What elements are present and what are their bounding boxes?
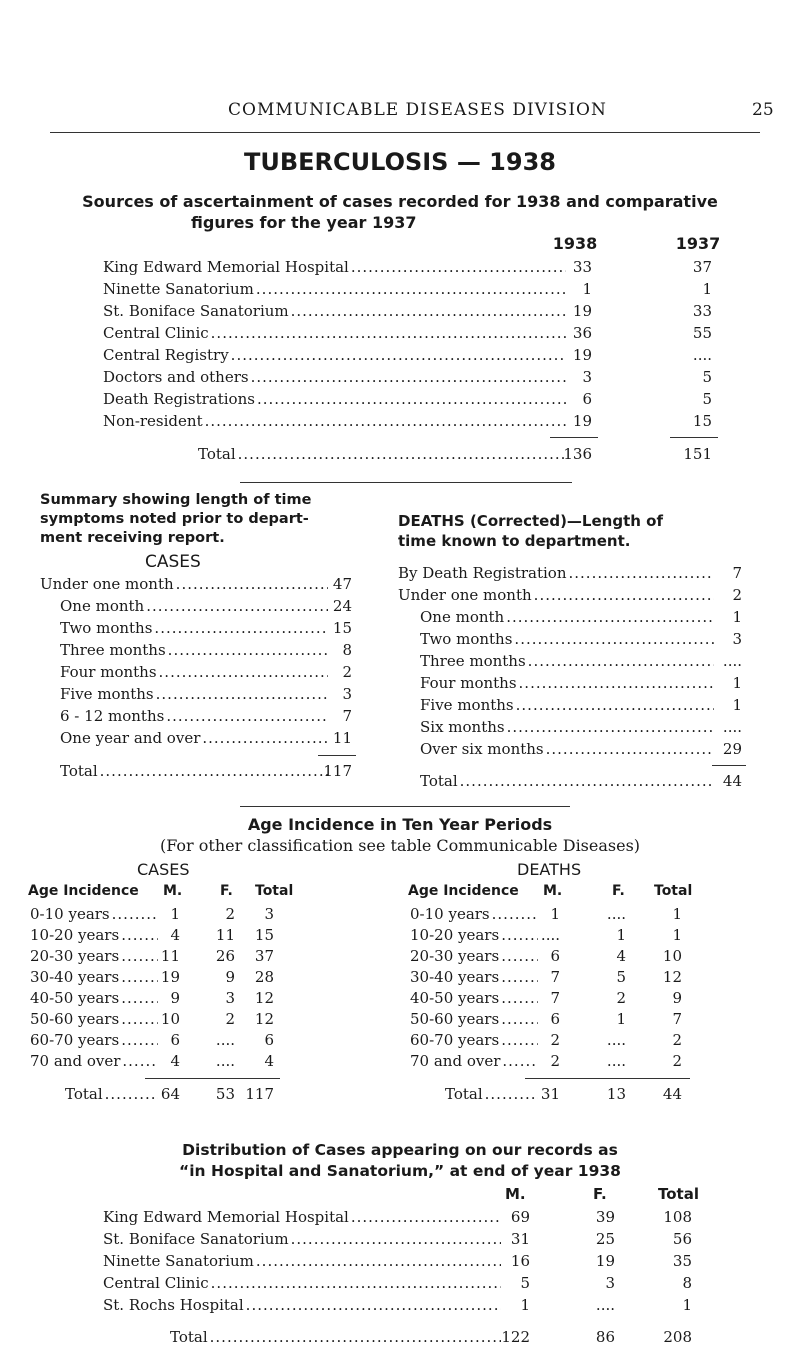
summary-row-label: One month: [60, 597, 145, 615]
summary-row: [60, 619, 330, 637]
deaths-row-m: 1: [550, 905, 560, 923]
deaths-row-t: 2: [672, 1052, 682, 1070]
main-title: TUBERCULOSIS — 1938: [244, 148, 556, 176]
deaths-length-row-value: ....: [722, 718, 742, 736]
cases-row-t: 12: [254, 989, 274, 1007]
cases-row-age: 50-60 years: [30, 1010, 120, 1028]
deaths-row-t: 2: [672, 1031, 682, 1049]
cases-total-label: Total: [65, 1085, 103, 1103]
distribution-col-f: F.: [593, 1185, 607, 1203]
deaths-length-row-label: One month: [420, 608, 505, 626]
summary-row: [60, 597, 330, 615]
summary-row: [60, 685, 330, 703]
deaths-length-heading-line2: time known to department.: [398, 532, 631, 550]
deaths-row: [410, 1010, 540, 1028]
distribution-row-t: 56: [672, 1230, 692, 1248]
cases-row-f: 9: [225, 968, 235, 986]
sources-row: [103, 346, 568, 364]
sources-row-label: King Edward Memorial Hospital: [103, 258, 349, 276]
deaths-row-t: 10: [662, 947, 682, 965]
summary-row-label: One year and over: [60, 729, 201, 747]
sources-row-label: Ninette Sanatorium: [103, 280, 254, 298]
cases-col-age: Age Incidence: [28, 883, 139, 899]
distribution-row-label: Central Clinic: [103, 1274, 209, 1292]
summary-row: [60, 641, 330, 659]
sources-row-1937: 1: [702, 280, 712, 298]
deaths-length-row-label: Three months: [420, 652, 526, 670]
summary-heading-line3: ment receiving report.: [40, 530, 225, 546]
sources-row: [103, 412, 568, 430]
sources-row-1938: 36: [572, 324, 592, 342]
cases-row-age: 0-10 years: [30, 905, 110, 923]
section-divider: [240, 806, 570, 807]
cases-row: [30, 926, 160, 944]
running-head-title: COMMUNICABLE DISEASES DIVISION: [228, 100, 607, 120]
summary-row-value: 2: [342, 663, 352, 681]
distribution-row-label: King Edward Memorial Hospital: [103, 1208, 349, 1226]
section-divider: [240, 482, 572, 483]
cases-total-m: 64: [160, 1085, 180, 1103]
deaths-row-f: 4: [616, 947, 626, 965]
age-cases-label: CASES: [137, 860, 190, 879]
deaths-length-total-label: Total: [420, 772, 458, 790]
summary-subheading: CASES: [145, 552, 201, 572]
summary-total-value: 117: [323, 762, 352, 780]
distribution-row-t: 8: [682, 1274, 692, 1292]
deaths-length-total-value: 44: [722, 772, 742, 790]
deaths-row-m: 2: [550, 1052, 560, 1070]
distribution-row: [103, 1296, 503, 1314]
cases-row: [30, 989, 160, 1007]
deaths-length-row-value: 1: [732, 674, 742, 692]
deaths-length-row-value: 7: [732, 564, 742, 582]
summary-row-value: 8: [342, 641, 352, 659]
deaths-row-age: 30-40 years: [410, 968, 500, 986]
distribution-heading-line2: “in Hospital and Sanatorium,” at end of year 1938: [179, 1162, 621, 1180]
cases-row-t: 37: [254, 947, 274, 965]
deaths-row: [410, 1031, 540, 1049]
summary-heading-line1: Summary showing length of time: [40, 492, 312, 508]
summary-row-value: 11: [332, 729, 352, 747]
deaths-row: [410, 926, 540, 944]
cases-total-t: 117: [245, 1085, 274, 1103]
deaths-row-t: 7: [672, 1010, 682, 1028]
cases-row-m: 4: [170, 1052, 180, 1070]
sources-row-1938: 19: [572, 412, 592, 430]
summary-row-value: 47: [332, 575, 352, 593]
deaths-col-total: Total: [654, 883, 693, 899]
sources-row-1938: 1: [582, 280, 592, 298]
deaths-row-f: 1: [616, 926, 626, 944]
deaths-length-total-row: [420, 772, 716, 790]
cases-col-m: M.: [163, 883, 183, 899]
deaths-length-row-value: 29: [722, 740, 742, 758]
sources-col-1938: 1938: [552, 234, 598, 253]
sources-row: [103, 390, 568, 408]
summary-row: [40, 575, 330, 593]
cases-row-age: 30-40 years: [30, 968, 120, 986]
deaths-row: [410, 1052, 540, 1070]
distribution-row-m: 1: [520, 1296, 530, 1314]
deaths-row-age: 70 and over: [410, 1052, 501, 1070]
cases-row-m: 4: [170, 926, 180, 944]
sources-row: [103, 324, 568, 342]
summary-row-label: Two months: [60, 619, 153, 637]
deaths-length-row: [420, 718, 716, 736]
summary-row-label: Four months: [60, 663, 157, 681]
distribution-row-label: St. Boniface Sanatorium: [103, 1230, 289, 1248]
deaths-total-rule: [525, 1078, 690, 1079]
cases-row-f: 11: [215, 926, 235, 944]
cases-row: [30, 1031, 160, 1049]
deaths-row: [410, 947, 540, 965]
deaths-length-row-label: Two months: [420, 630, 513, 648]
deaths-row-m: 2: [550, 1031, 560, 1049]
deaths-row-f: 5: [616, 968, 626, 986]
sources-row-1937: 5: [702, 368, 712, 386]
sources-row-label: St. Boniface Sanatorium: [103, 302, 289, 320]
deaths-length-row-label: Five months: [420, 696, 514, 714]
deaths-row-f: 2: [616, 989, 626, 1007]
cases-row-m: 1: [170, 905, 180, 923]
summary-row-value: 15: [332, 619, 352, 637]
deaths-row-m: 7: [550, 968, 560, 986]
distribution-row-f: 19: [595, 1252, 615, 1270]
cases-row-f: 26: [215, 947, 235, 965]
distribution-row-f: 39: [595, 1208, 615, 1226]
deaths-row-m: 7: [550, 989, 560, 1007]
distribution-row-f: 3: [605, 1274, 615, 1292]
deaths-row-age: 20-30 years: [410, 947, 500, 965]
sources-row-1937: 15: [692, 412, 712, 430]
age-incidence-subheading: (For other classification see table Communicable Diseases): [159, 836, 641, 855]
deaths-length-row-label: Four months: [420, 674, 517, 692]
sources-row: [103, 280, 568, 298]
summary-row-value: 7: [342, 707, 352, 725]
deaths-row-t: 9: [672, 989, 682, 1007]
cases-row-age: 60-70 years: [30, 1031, 120, 1049]
deaths-length-row-label: Six months: [420, 718, 505, 736]
distribution-total-label: Total: [170, 1328, 208, 1346]
deaths-length-row-value: 1: [732, 696, 742, 714]
cases-row-age: 40-50 years: [30, 989, 120, 1007]
deaths-total-row: [445, 1085, 540, 1103]
cases-row-t: 12: [254, 1010, 274, 1028]
sources-heading-line2: figures for the year 1937: [191, 213, 417, 232]
distribution-row-f: ....: [595, 1296, 615, 1314]
cases-row-t: 15: [254, 926, 274, 944]
sources-heading-line1: Sources of ascertainment of cases recorded for 1938 and comparative: [82, 192, 718, 211]
deaths-row-m: 6: [550, 947, 560, 965]
cases-row-m: 19: [160, 968, 180, 986]
deaths-length-row: [420, 630, 716, 648]
sources-row-label: Central Clinic: [103, 324, 209, 342]
summary-row: [60, 729, 330, 747]
sources-row: [103, 302, 568, 320]
summary-row-value: 3: [342, 685, 352, 703]
sources-row-1937: 55: [692, 324, 712, 342]
summary-row-label: Five months: [60, 685, 154, 703]
deaths-length-row-label: Under one month: [398, 586, 532, 604]
sources-row-1938: 19: [572, 302, 592, 320]
distribution-row-label: Ninette Sanatorium: [103, 1252, 254, 1270]
deaths-row-age: 60-70 years: [410, 1031, 500, 1049]
distribution-row-f: 25: [595, 1230, 615, 1248]
cases-row: [30, 947, 160, 965]
deaths-length-row: [398, 564, 716, 582]
distribution-row: [103, 1208, 503, 1226]
sources-total-rule-1937: [670, 437, 718, 438]
cases-row: [30, 1010, 160, 1028]
deaths-col-m: M.: [543, 883, 563, 899]
deaths-length-row: [420, 608, 716, 626]
distribution-row: [103, 1230, 503, 1248]
summary-row: [60, 663, 330, 681]
deaths-row-m: ....: [540, 926, 560, 944]
sources-row-label: Death Registrations: [103, 390, 255, 408]
distribution-row: [103, 1252, 503, 1270]
summary-row: [60, 707, 330, 725]
cases-row-f: 2: [225, 1010, 235, 1028]
deaths-total-label: Total: [445, 1085, 483, 1103]
sources-total-rule-1938: [550, 437, 598, 438]
distribution-row-m: 16: [510, 1252, 530, 1270]
sources-total-row: [198, 445, 568, 463]
sources-total-1937: 151: [683, 445, 712, 463]
cases-row: [30, 968, 160, 986]
deaths-length-row: [420, 740, 716, 758]
deaths-row-t: 1: [672, 926, 682, 944]
deaths-length-row-value: 2: [732, 586, 742, 604]
distribution-row-label: St. Rochs Hospital: [103, 1296, 244, 1314]
summary-total-label: Total: [60, 762, 98, 780]
sources-row-label: Doctors and others: [103, 368, 249, 386]
distribution-row-m: 5: [520, 1274, 530, 1292]
distribution-heading-line1: Distribution of Cases appearing on our records as: [182, 1141, 618, 1159]
deaths-length-row-label: By Death Registration: [398, 564, 567, 582]
cases-col-f: F.: [220, 883, 233, 899]
cases-row-m: 9: [170, 989, 180, 1007]
age-incidence-heading: Age Incidence in Ten Year Periods: [247, 815, 553, 834]
sources-row-1937: 5: [702, 390, 712, 408]
sources-row-label: Central Registry: [103, 346, 229, 364]
cases-row-age: 70 and over: [30, 1052, 121, 1070]
deaths-row-f: ....: [606, 1052, 626, 1070]
deaths-row-age: 40-50 years: [410, 989, 500, 1007]
deaths-row: [410, 989, 540, 1007]
summary-row-value: 24: [332, 597, 352, 615]
cases-row-m: 6: [170, 1031, 180, 1049]
deaths-row-m: 6: [550, 1010, 560, 1028]
summary-row-label: Under one month: [40, 575, 174, 593]
deaths-total-t: 44: [662, 1085, 682, 1103]
distribution-col-total: Total: [658, 1185, 699, 1203]
deaths-row-t: 1: [672, 905, 682, 923]
page-number: 25: [752, 100, 774, 120]
deaths-row-f: 1: [616, 1010, 626, 1028]
distribution-row-t: 35: [672, 1252, 692, 1270]
deaths-total-m: 31: [540, 1085, 560, 1103]
cases-row-age: 10-20 years: [30, 926, 120, 944]
distribution-row-t: 108: [663, 1208, 692, 1226]
deaths-length-row-label: Over six months: [420, 740, 544, 758]
cases-row-f: 2: [225, 905, 235, 923]
cases-total-row: [65, 1085, 160, 1103]
deaths-row: [410, 968, 540, 986]
cases-row-t: 28: [254, 968, 274, 986]
cases-row-f: ....: [215, 1031, 235, 1049]
deaths-row-age: 10-20 years: [410, 926, 500, 944]
deaths-length-total-rule: [712, 765, 746, 766]
sources-row-1937: 33: [692, 302, 712, 320]
sources-total-1938: 136: [563, 445, 592, 463]
deaths-row: [410, 905, 540, 923]
distribution-total-t: 208: [663, 1328, 692, 1346]
summary-total-rule: [318, 755, 356, 756]
sources-total-label: Total: [198, 445, 236, 463]
deaths-row-t: 12: [662, 968, 682, 986]
cases-row-f: ....: [215, 1052, 235, 1070]
cases-row-age: 20-30 years: [30, 947, 120, 965]
deaths-length-row-value: 1: [732, 608, 742, 626]
cases-row-t: 6: [264, 1031, 274, 1049]
deaths-length-row: [420, 652, 716, 670]
cases-row: [30, 1052, 160, 1070]
sources-row: [103, 368, 568, 386]
cases-row-m: 11: [160, 947, 180, 965]
sources-row-1937: ....: [692, 346, 712, 364]
cases-col-total: Total: [255, 883, 294, 899]
age-deaths-label: DEATHS: [517, 860, 582, 879]
deaths-length-row-value: 3: [732, 630, 742, 648]
summary-heading-line2: symptoms noted prior to depart-: [40, 511, 309, 527]
deaths-total-f: 13: [606, 1085, 626, 1103]
cases-row-f: 3: [225, 989, 235, 1007]
cases-row-m: 10: [160, 1010, 180, 1028]
deaths-length-row: [398, 586, 716, 604]
deaths-length-row: [420, 696, 716, 714]
distribution-row-m: 31: [510, 1230, 530, 1248]
sources-row-1938: 3: [582, 368, 592, 386]
deaths-length-heading-line1: DEATHS (Corrected)—Length of: [398, 512, 663, 530]
deaths-row-f: ....: [606, 905, 626, 923]
deaths-row-age: 50-60 years: [410, 1010, 500, 1028]
cases-total-rule: [145, 1078, 280, 1079]
distribution-row-m: 69: [510, 1208, 530, 1226]
sources-row: [103, 258, 568, 276]
distribution-col-m: M.: [505, 1185, 526, 1203]
sources-row-1938: 6: [582, 390, 592, 408]
running-head-rule: [50, 132, 760, 133]
deaths-col-f: F.: [612, 883, 625, 899]
distribution-total-m: 122: [501, 1328, 530, 1346]
cases-row-t: 3: [264, 905, 274, 923]
deaths-length-row: [420, 674, 716, 692]
deaths-row-age: 0-10 years: [410, 905, 490, 923]
sources-row-label: Non-resident: [103, 412, 203, 430]
summary-total-row: [60, 762, 330, 780]
sources-row-1938: 33: [572, 258, 592, 276]
deaths-length-row-value: ....: [722, 652, 742, 670]
distribution-total-row: [170, 1328, 503, 1346]
distribution-total-f: 86: [595, 1328, 615, 1346]
summary-row-label: Three months: [60, 641, 166, 659]
deaths-row-f: ....: [606, 1031, 626, 1049]
cases-total-f: 53: [215, 1085, 235, 1103]
distribution-row: [103, 1274, 503, 1292]
sources-row-1938: 19: [572, 346, 592, 364]
cases-row-t: 4: [264, 1052, 274, 1070]
distribution-row-t: 1: [682, 1296, 692, 1314]
cases-row: [30, 905, 160, 923]
sources-col-1937: 1937: [675, 234, 721, 253]
deaths-col-age: Age Incidence: [408, 883, 519, 899]
summary-row-label: 6 - 12 months: [60, 707, 165, 725]
sources-row-1937: 37: [692, 258, 712, 276]
